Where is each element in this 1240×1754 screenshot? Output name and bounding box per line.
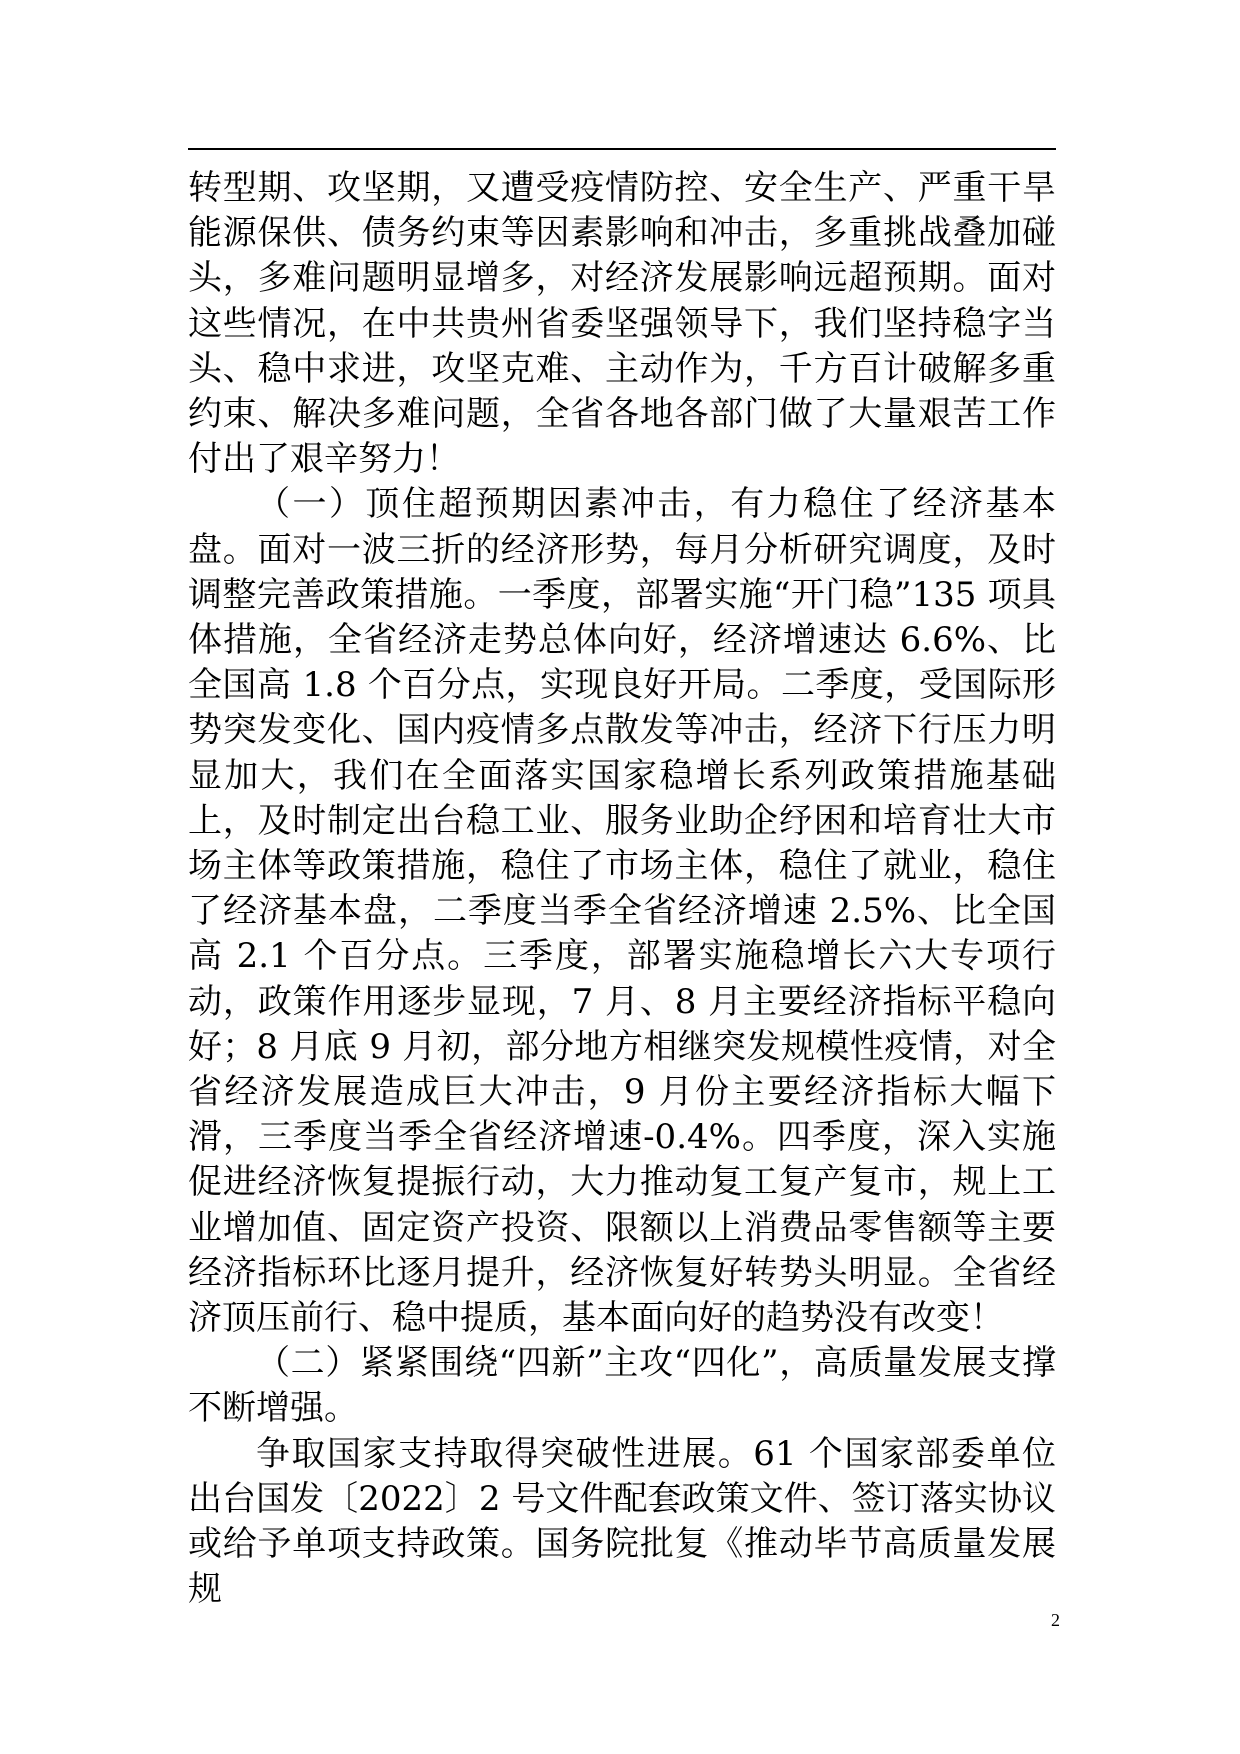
- paragraph-section-one: （一）顶住超预期因素冲击，有力稳住了经济基本盘。面对一波三折的经济形势，每月分析研究调度，及时调整完善政策措施。一季度，部署实施“开门稳”135 项具体措施，全省经济走势总体向好，经济增速达 6.6%、比全国高 1.8 个百分点，实现良好开局。二季度，受国际形势突发变化、国内疫情多点散发等冲击，经济下行压力明显加大，我们在全面落实国家稳增长系列政策措施基础上，及时制定出台稳工业、服务业助企纾困和培育壮大市场主体等政策措施，稳住了市场主体，稳住了就业，稳住了经济基本盘，二季度当季全省经济增速 2.5%、比全国高 2.1 个百分点。三季度，部署实施稳增长六大专项行动，政策作用逐步显现，7 月、8 月主要经济指标平稳向好；8 月底 9 月初，部分地方相继突发规模性疫情，对全省经济发展造成巨大冲击，9 月份主要经济指标大幅下滑，三季度当季全省经济增速-0.4%。四季度，深入实施促进经济恢复提振行动，大力推动复工复产复市，规上工业增加值、固定资产投资、限额以上消费品零售额等主要经济指标环比逐月提升，经济恢复好转势头明显。全省经济顶压前行、稳中提质，基本面向好的趋势没有改变！: [188, 484, 1056, 1339]
- paragraph-continuation: 转型期、攻坚期，又遭受疫情防控、安全生产、严重干旱能源保供、债务约束等因素影响和冲击，多重挑战叠加碰头，多难问题明显增多，对经济发展影响远超预期。面对这些情况，在中共贵州省委坚强领导下，我们坚持稳字当头、稳中求进，攻坚克难、主动作为，千方百计破解多重约束、解决多难问题，全省各地各部门做了大量艰苦工作付出了艰辛努力！: [188, 168, 1056, 480]
- header-rule: [188, 148, 1056, 150]
- page-number: 2: [1051, 1610, 1060, 1630]
- paragraph-national-support: 争取国家支持取得突破性进展。61 个国家部委单位出台国发〔2022〕2 号文件配套政策文件、签订落实协议或给予单项支持政策。国务院批复《推动毕节高质量发展规: [188, 1433, 1056, 1610]
- document-body: [188, 166, 1056, 1613]
- paragraph-section-two-heading: （二）紧紧围绕“四新”主攻“四化”，高质量发展支撑不断增强。: [188, 1343, 1056, 1429]
